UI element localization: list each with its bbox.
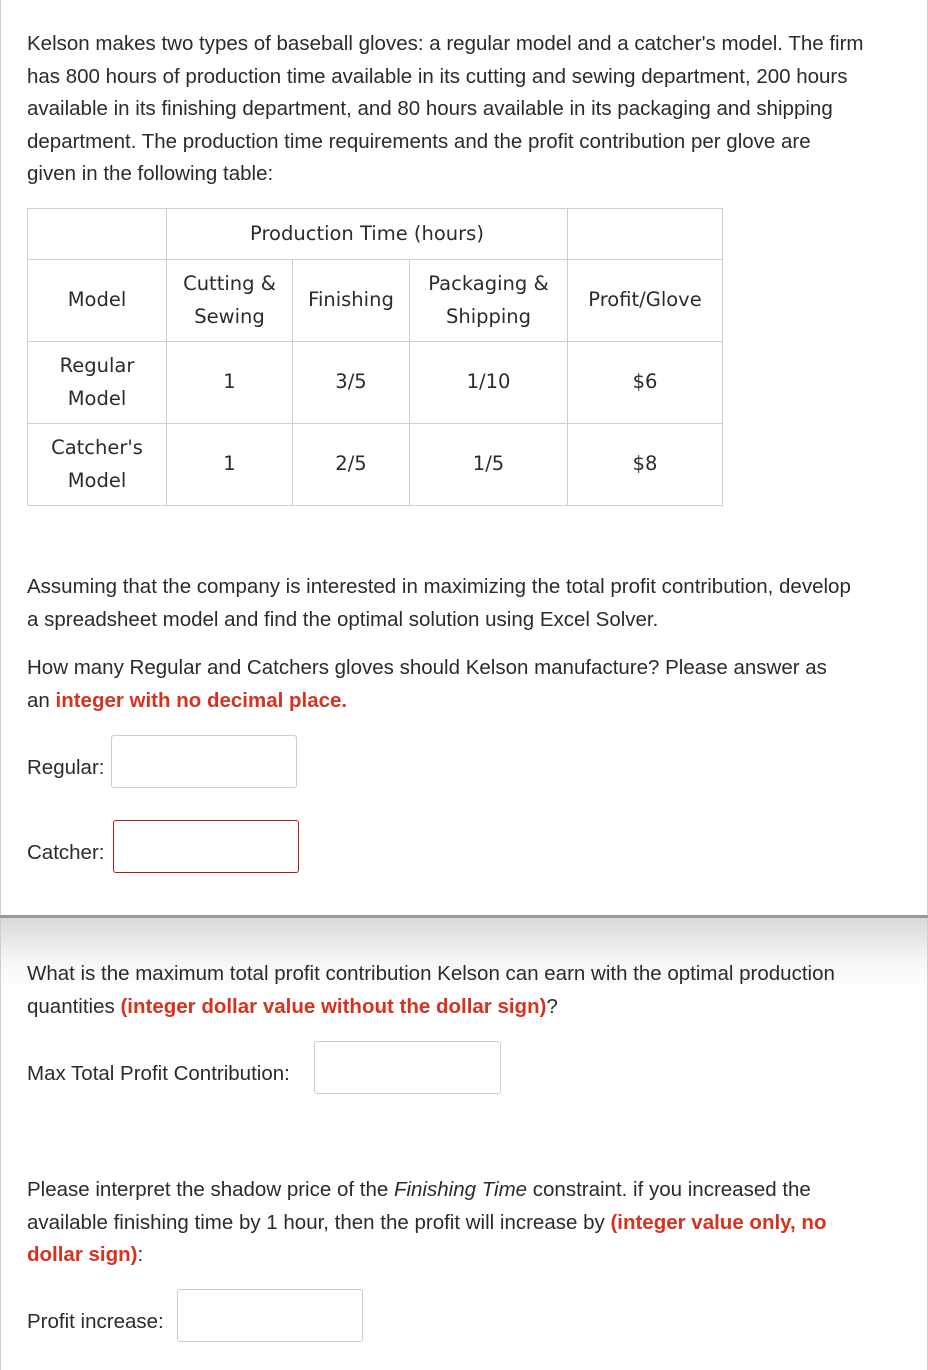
table-header-empty	[568, 209, 723, 260]
cell-packaging: 1/5	[410, 424, 568, 506]
table-header-empty	[28, 209, 167, 260]
regular-input[interactable]	[111, 735, 297, 788]
max-profit-label: Max Total Profit Contribution:	[27, 1062, 290, 1085]
table-header-finishing: Finishing	[293, 260, 410, 342]
table-header-model: Model	[28, 260, 167, 342]
shadow-price-question: Please interpret the shadow price of the Finishing Time constraint. if you increased the available finishing time by 1 hour, then the profit will increase by (integer value only, no dollar sign):	[27, 1178, 827, 1266]
problem-line: available in its finishing department, and 80 hours available in its packaging and shipping	[27, 97, 833, 120]
table-row	[28, 424, 723, 506]
answer-format-note: integer with no decimal place.	[55, 688, 348, 712]
table-row	[28, 342, 723, 424]
answer-format-note: (integer value only, no	[610, 1210, 827, 1234]
row-model-name: Regular Model	[28, 342, 167, 424]
answer-format-note: (integer dollar value without the dollar sign)	[120, 994, 547, 1018]
max-profit-input[interactable]	[314, 1041, 501, 1094]
table-header-profit: Profit/Glove	[568, 260, 723, 342]
catcher-label: Catcher:	[27, 841, 105, 864]
problem-statement	[27, 28, 912, 191]
row-model-name: Catcher's Model	[28, 424, 167, 506]
max-profit-question: What is the maximum total profit contribution Kelson can earn with the optimal production quantities (integer dollar value without the dollar sign)?	[27, 962, 835, 1018]
cell-profit: $8	[568, 424, 723, 506]
cell-finishing: 3/5	[293, 342, 410, 424]
profit-increase-label: Profit increase:	[27, 1310, 164, 1333]
problem-line: has 800 hours of production time available in its cutting and sewing department, 200 hours	[27, 64, 848, 88]
regular-label: Regular:	[27, 756, 105, 779]
quantity-question: How many Regular and Catchers gloves should Kelson manufacture? Please answer as an integer with no decimal place.	[27, 656, 827, 712]
problem-line: Kelson makes two types of baseball gloves: a regular model and a catcher's model. The firm	[27, 32, 864, 55]
problem-line: given in the following table:	[27, 162, 274, 185]
production-time-table	[27, 208, 723, 506]
cell-cutting: 1	[167, 424, 293, 506]
cell-cutting: 1	[167, 342, 293, 424]
profit-increase-input[interactable]	[177, 1289, 363, 1342]
table-header-packaging: Packaging & Shipping	[410, 260, 568, 342]
table-group-header: Production Time (hours)	[167, 209, 568, 260]
table-header-cutting: Cutting & Sewing	[167, 260, 293, 342]
solver-instruction: Assuming that the company is interested in maximizing the total profit contribution, develop a spreadsheet model and find the optimal solution using Excel Solver.	[27, 575, 851, 631]
catcher-input[interactable]	[113, 820, 299, 873]
cell-packaging: 1/10	[410, 342, 568, 424]
question-panel-2	[0, 918, 928, 1370]
problem-line: department. The production time requirements and the profit contribution per glove are	[27, 129, 811, 153]
cell-profit: $6	[568, 342, 723, 424]
cell-finishing: 2/5	[293, 424, 410, 506]
